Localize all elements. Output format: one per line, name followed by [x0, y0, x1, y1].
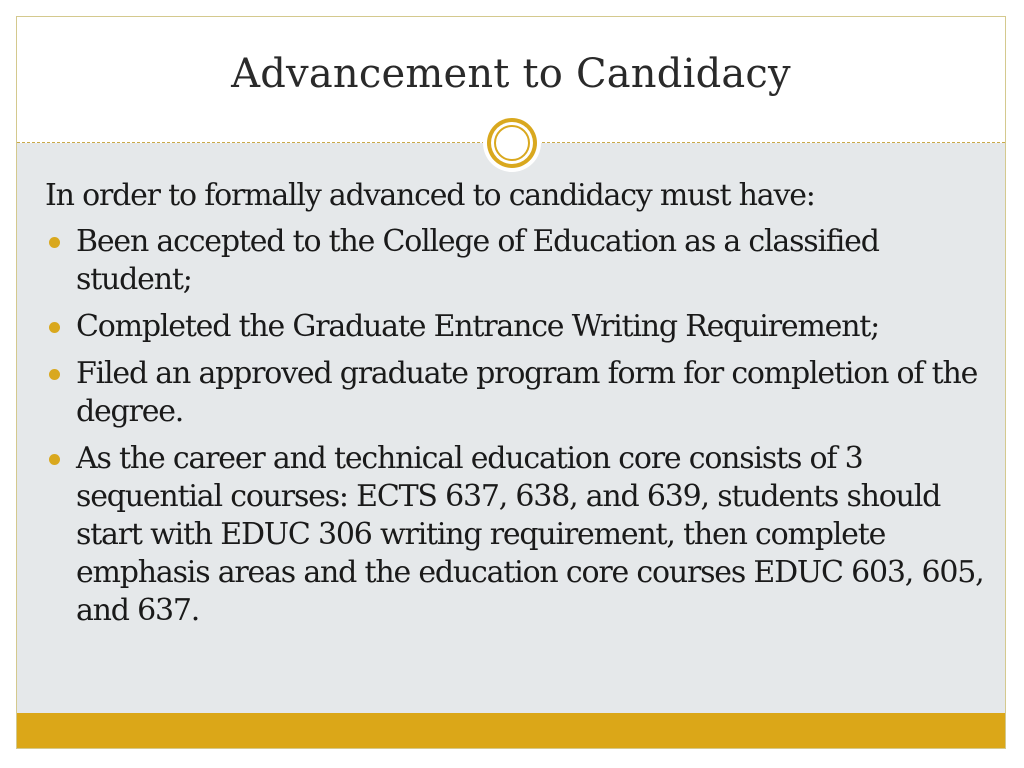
circle-ornament-icon	[483, 114, 541, 172]
intro-text: In order to formally advanced to candidacy must have:	[45, 178, 815, 213]
bullet-list	[45, 223, 985, 630]
list-item	[45, 440, 985, 630]
slide-body	[45, 177, 985, 639]
slide-title: Advancement to Candidacy	[231, 51, 791, 97]
bullet-dot-icon	[49, 369, 60, 380]
bullet-dot-icon	[49, 237, 60, 248]
list-item	[45, 308, 985, 346]
footer-accent-bar	[17, 713, 1005, 748]
slide-frame	[16, 16, 1006, 749]
ornament-inner-ring	[494, 125, 530, 161]
list-item-text: Completed the Graduate Entrance Writing Requirement;	[76, 309, 880, 344]
list-item-text: As the career and technical education core consists of 3 sequential courses: ECTS 637, 638, and 639, students should start with EDUC 306 writing requirement, then complete emphasis areas and the education core courses EDUC 603, 605, and 637.	[76, 441, 984, 628]
bullet-dot-icon	[49, 454, 60, 465]
list-item-text: Filed an approved graduate program form for completion of the degree.	[76, 356, 978, 429]
list-item	[45, 355, 985, 431]
list-item-text: Been accepted to the College of Education as a classified student;	[76, 224, 879, 297]
bullet-dot-icon	[49, 322, 60, 333]
list-item	[45, 223, 985, 299]
